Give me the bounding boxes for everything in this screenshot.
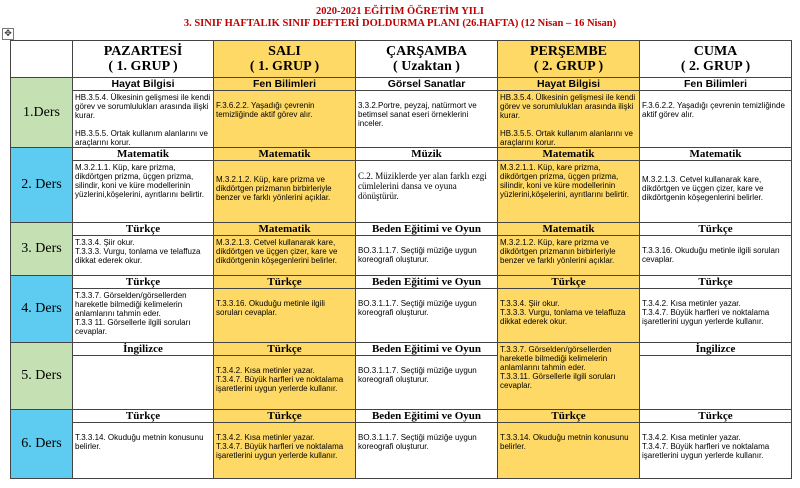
- outcome-text: T.3.3.4. Şiir okur. T.3.3.3. Vurgu, tonlama ve telaffuza dikkat ederek okur.: [75, 238, 201, 265]
- cell[interactable]: [640, 410, 792, 479]
- cell[interactable]: [498, 223, 640, 276]
- outcome-text: M.3.2.1.2. Küp, kare prizma ve dikdörtgen prizmanın birbirleriyle benzer ve farklı yönlerini açıklar.: [500, 238, 616, 265]
- outcome-text: T.3.4.2. Kısa metinler yazar. T.3.4.7. Büyük harfleri ve noktalama işaretlerini uygun yerlerde kullanır.: [216, 366, 344, 393]
- day-header-tuesday: [214, 41, 356, 78]
- day-name: PERŞEMBE: [529, 44, 607, 59]
- cell[interactable]: [214, 223, 356, 276]
- cell[interactable]: [498, 148, 640, 223]
- day-group: ( 2. GRUP ): [680, 59, 751, 74]
- subject: Türkçe: [498, 276, 639, 289]
- subject: Beden Eğitimi ve Oyun: [356, 343, 497, 356]
- subject: Beden Eğitimi ve Oyun: [356, 410, 497, 423]
- cell[interactable]: [356, 223, 498, 276]
- cell[interactable]: [73, 78, 214, 148]
- outcome-text: T.3.3.4. Şiir okur. T.3.3.3. Vurgu, tonlama ve telaffuza dikkat ederek okur.: [500, 299, 626, 326]
- cell[interactable]: [214, 410, 356, 479]
- lesson-row-2: [11, 148, 792, 223]
- cell[interactable]: [214, 276, 356, 343]
- cell[interactable]: [214, 343, 356, 410]
- subject: İngilizce: [640, 343, 791, 356]
- subject: Matematik: [214, 223, 355, 236]
- outcome-text: M.3.2.1.1. Küp, kare prizma, dikdörtgen prizma, üçgen prizma, silindir, koni ve küre modellerinin yüzlerini,köşelerini, ayrıtlarını belirtir.: [500, 163, 629, 199]
- day-group: ( 1. GRUP ): [108, 59, 178, 74]
- outcome-text: C.2. Müziklerde yer alan farklı ezgi cümlelerini dansa ve oyuna dönüştürür.: [358, 171, 487, 201]
- outcome-text: T.3.3.14. Okuduğu metnin konusunu belirler.: [500, 433, 629, 451]
- corner-cell: [11, 41, 73, 78]
- day-header-wednesday: [356, 41, 498, 78]
- subject: Türkçe: [73, 410, 213, 423]
- outcome-text: T.3.3.7. Görselden/görsellerden hareketle bilmediği kelimelerin anlamlarını tahmin eder. T.3.3.11. Görsellerle ilgili soruları cevaplar.: [500, 345, 616, 390]
- subject: Matematik: [73, 148, 213, 161]
- cell[interactable]: [498, 78, 640, 148]
- subject: Türkçe: [73, 223, 213, 236]
- day-group: ( 1. GRUP ): [249, 59, 320, 74]
- outcome-text: T.3.4.2. Kısa metinler yazar. T.3.4.7. Büyük harfleri ve noktalama işaretlerini uygun yerlerde kullanır.: [642, 433, 770, 460]
- subject: Fen Bilimleri: [214, 78, 355, 91]
- lesson-label: 2. Ders: [11, 148, 73, 223]
- subject: Hayat Bilgisi: [73, 78, 213, 91]
- day-name: CUMA: [693, 44, 738, 59]
- cell[interactable]: [498, 410, 640, 479]
- subject: Türkçe: [640, 276, 791, 289]
- subject: Türkçe: [640, 410, 791, 423]
- cell[interactable]: [73, 343, 214, 410]
- subject: Türkçe: [214, 276, 355, 289]
- lesson-label: 4. Ders: [11, 276, 73, 343]
- outcome-text: F.3.6.2.2. Yaşadığı çevrenin temizliğinde aktif görev alır.: [216, 101, 315, 119]
- outcome-text: [73, 356, 213, 358]
- cell[interactable]: [73, 276, 214, 343]
- cell[interactable]: [640, 343, 792, 410]
- outcome-text: BO.3.1.1.7. Seçtiği müziğe uygun koreografi oluşturur.: [358, 433, 477, 451]
- outcome-text: BO.3.1.1.7. Seçtiği müziğe uygun koreografi oluşturur.: [358, 366, 477, 384]
- cell[interactable]: [73, 410, 214, 479]
- subject: Matematik: [498, 148, 639, 161]
- day-header-monday: [73, 41, 214, 78]
- cell[interactable]: [73, 223, 214, 276]
- weekly-plan-table: [10, 40, 792, 479]
- lesson-row-6: [11, 410, 792, 479]
- outcome-text: T.3.4.2. Kısa metinler yazar. T.3.4.7. Büyük harfleri ve noktalama işaretlerini uygun yerlerde kullanır.: [642, 299, 770, 326]
- cell[interactable]: [356, 78, 498, 148]
- cell[interactable]: [214, 78, 356, 148]
- subject: Görsel Sanatlar: [356, 78, 497, 91]
- lesson-row-5: [11, 343, 792, 410]
- cell[interactable]: [640, 276, 792, 343]
- outcome-text: HB.3.5.4. Ülkesinin gelişmesi ile kendi görev ve sorumlulukları arasında ilişki kurar. HB.3.5.5. Ortak kullanım alanlarını ve araçlarını korur.: [75, 93, 211, 147]
- cell[interactable]: [214, 148, 356, 223]
- day-name: SALI: [268, 44, 301, 59]
- outcome-text: HB.3.5.4. Ülkesinin gelişmesi ile kendi görev ve sorumlulukları arasında ilişki kurar. HB.3.5.5. Ortak kullanım alanlarını ve araçlarını korur.: [500, 93, 636, 147]
- table-move-handle-icon[interactable]: ✥: [2, 28, 14, 40]
- subject: Hayat Bilgisi: [498, 78, 639, 91]
- subject: Türkçe: [498, 410, 639, 423]
- lesson-label: 1.Ders: [11, 78, 73, 148]
- document-title: [0, 6, 800, 30]
- outcome-text: BO.3.1.1.7. Seçtiği müziğe uygun koreografi oluşturur.: [358, 299, 477, 317]
- subject: Matematik: [214, 148, 355, 161]
- cell[interactable]: [73, 148, 214, 223]
- outcome-text: BO.3.1.1.7. Seçtiği müziğe uygun koreografi oluşturur.: [358, 246, 477, 264]
- cell[interactable]: [640, 148, 792, 223]
- subject: Beden Eğitimi ve Oyun: [356, 276, 497, 289]
- subject: Fen Bilimleri: [640, 78, 791, 91]
- subject: Matematik: [498, 223, 639, 236]
- lesson-row-3: [11, 223, 792, 276]
- day-header-thursday: [498, 41, 640, 78]
- outcome-text: M.3.2.1.3. Cetvel kullanarak kare, dikdörtgen ve üçgen çizer, kare ve dikdörtgenin köşegenlerini belirler.: [642, 175, 764, 202]
- day-name: PAZARTESİ: [103, 44, 183, 59]
- outcome-text: T.3.3.16. Okuduğu metinle ilgili soruları cevaplar.: [642, 246, 780, 264]
- subject: Matematik: [640, 148, 791, 161]
- subject: İngilizce: [73, 343, 213, 356]
- outcome-text: F.3.6.2.2. Yaşadığı çevrenin temizliğinde aktif görev alır.: [642, 101, 785, 119]
- subject: Türkçe: [214, 410, 355, 423]
- subject: Türkçe: [73, 276, 213, 289]
- cell[interactable]: [356, 148, 498, 223]
- cell[interactable]: [498, 276, 640, 343]
- lesson-label: 6. Ders: [11, 410, 73, 479]
- outcome-text: T.3.3.16. Okuduğu metinle ilgili soruları cevaplar.: [216, 299, 325, 317]
- outcome-text: T.3.3.14. Okuduğu metnin konusunu belirler.: [75, 433, 204, 451]
- outcome-text: T.3.4.2. Kısa metinler yazar. T.3.4.7. Büyük harfleri ve noktalama işaretlerini uygun yerlerde kullanır.: [216, 433, 344, 460]
- subject: Türkçe: [214, 343, 355, 356]
- outcome-text: M.3.2.1.3. Cetvel kullanarak kare, dikdörtgen ve üçgen çizer, kare ve dikdörtgenin köşegenlerini belirler.: [216, 238, 338, 265]
- day-group: ( 2. GRUP ): [533, 59, 604, 74]
- lesson-label: 5. Ders: [11, 343, 73, 410]
- outcome-text: 3.3.2.Portre, peyzaj, natürmort ve betimsel sanat eseri örneklerini inceler.: [358, 101, 477, 128]
- cell[interactable]: [356, 276, 498, 343]
- header-row: [11, 41, 792, 78]
- cell[interactable]: [640, 223, 792, 276]
- lesson-row-4: [11, 276, 792, 343]
- outcome-text: M.3.2.1.2. Küp, kare prizma ve dikdörtgen prizmanın birbirleriyle benzer ve farklı yönlerini açıklar.: [216, 175, 332, 202]
- day-header-friday: [640, 41, 792, 78]
- outcome-text: M.3.2.1.1. Küp, kare prizma, dikdörtgen prizma, üçgen prizma, silindir, koni ve küre modellerinin yüzlerini,köşelerini, ayrıtlarını belirtir.: [75, 163, 204, 199]
- cell[interactable]: [356, 343, 498, 410]
- cell[interactable]: [498, 343, 640, 410]
- cell[interactable]: [640, 78, 792, 148]
- title-line-1: 2020-2021 EĞİTİM ÖĞRETİM YILI: [316, 6, 484, 17]
- day-group: ( Uzaktan ): [393, 59, 460, 74]
- title-line-2: 3. SINIF HAFTALIK SINIF DEFTERİ DOLDURMA PLANI (26.HAFTA) (12 Nisan – 16 Nisan): [183, 18, 617, 29]
- lesson-label: 3. Ders: [11, 223, 73, 276]
- lesson-row-1: [11, 78, 792, 148]
- subject: Müzik: [356, 148, 497, 161]
- day-name: ÇARŞAMBA: [386, 44, 467, 59]
- subject: Türkçe: [640, 223, 791, 236]
- outcome-text: [640, 356, 791, 358]
- subject: Beden Eğitimi ve Oyun: [356, 223, 497, 236]
- outcome-text: T.3.3.7. Görselden/görsellerden hareketle bilmediği kelimelerin anlamlarını tahmin eder. T.3.3 11. Görsellerle ilgili soruları cevaplar.: [75, 291, 191, 336]
- cell[interactable]: [356, 410, 498, 479]
